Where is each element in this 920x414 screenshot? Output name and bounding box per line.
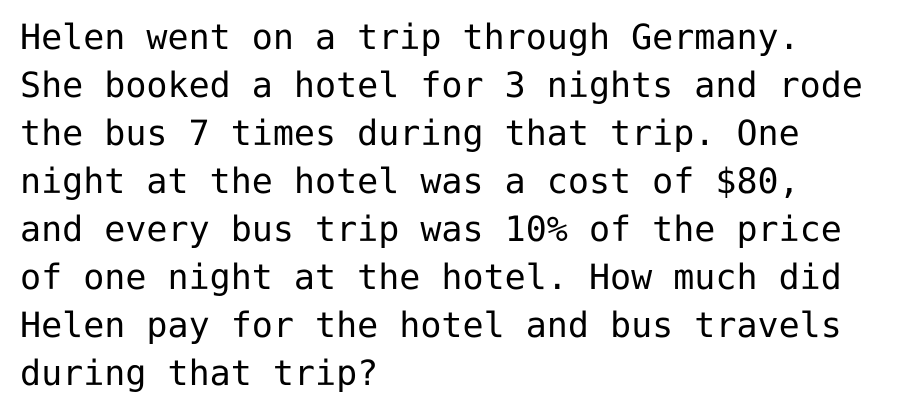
problem-line-4: night at the hotel was a cost of $80, [20, 162, 800, 202]
problem-line-2: She booked a hotel for 3 nights and rode [20, 66, 863, 106]
problem-line-3: the bus 7 times during that trip. One [20, 114, 800, 154]
problem-line-6: of one night at the hotel. How much did [20, 258, 842, 298]
problem-line-8: during that trip? [20, 354, 379, 394]
problem-line-5: and every bus trip was 10% of the price [20, 210, 842, 250]
problem-line-1: Helen went on a trip through Germany. [20, 18, 800, 58]
problem-line-7: Helen pay for the hotel and bus travels [20, 306, 842, 346]
word-problem-text [20, 14, 910, 398]
